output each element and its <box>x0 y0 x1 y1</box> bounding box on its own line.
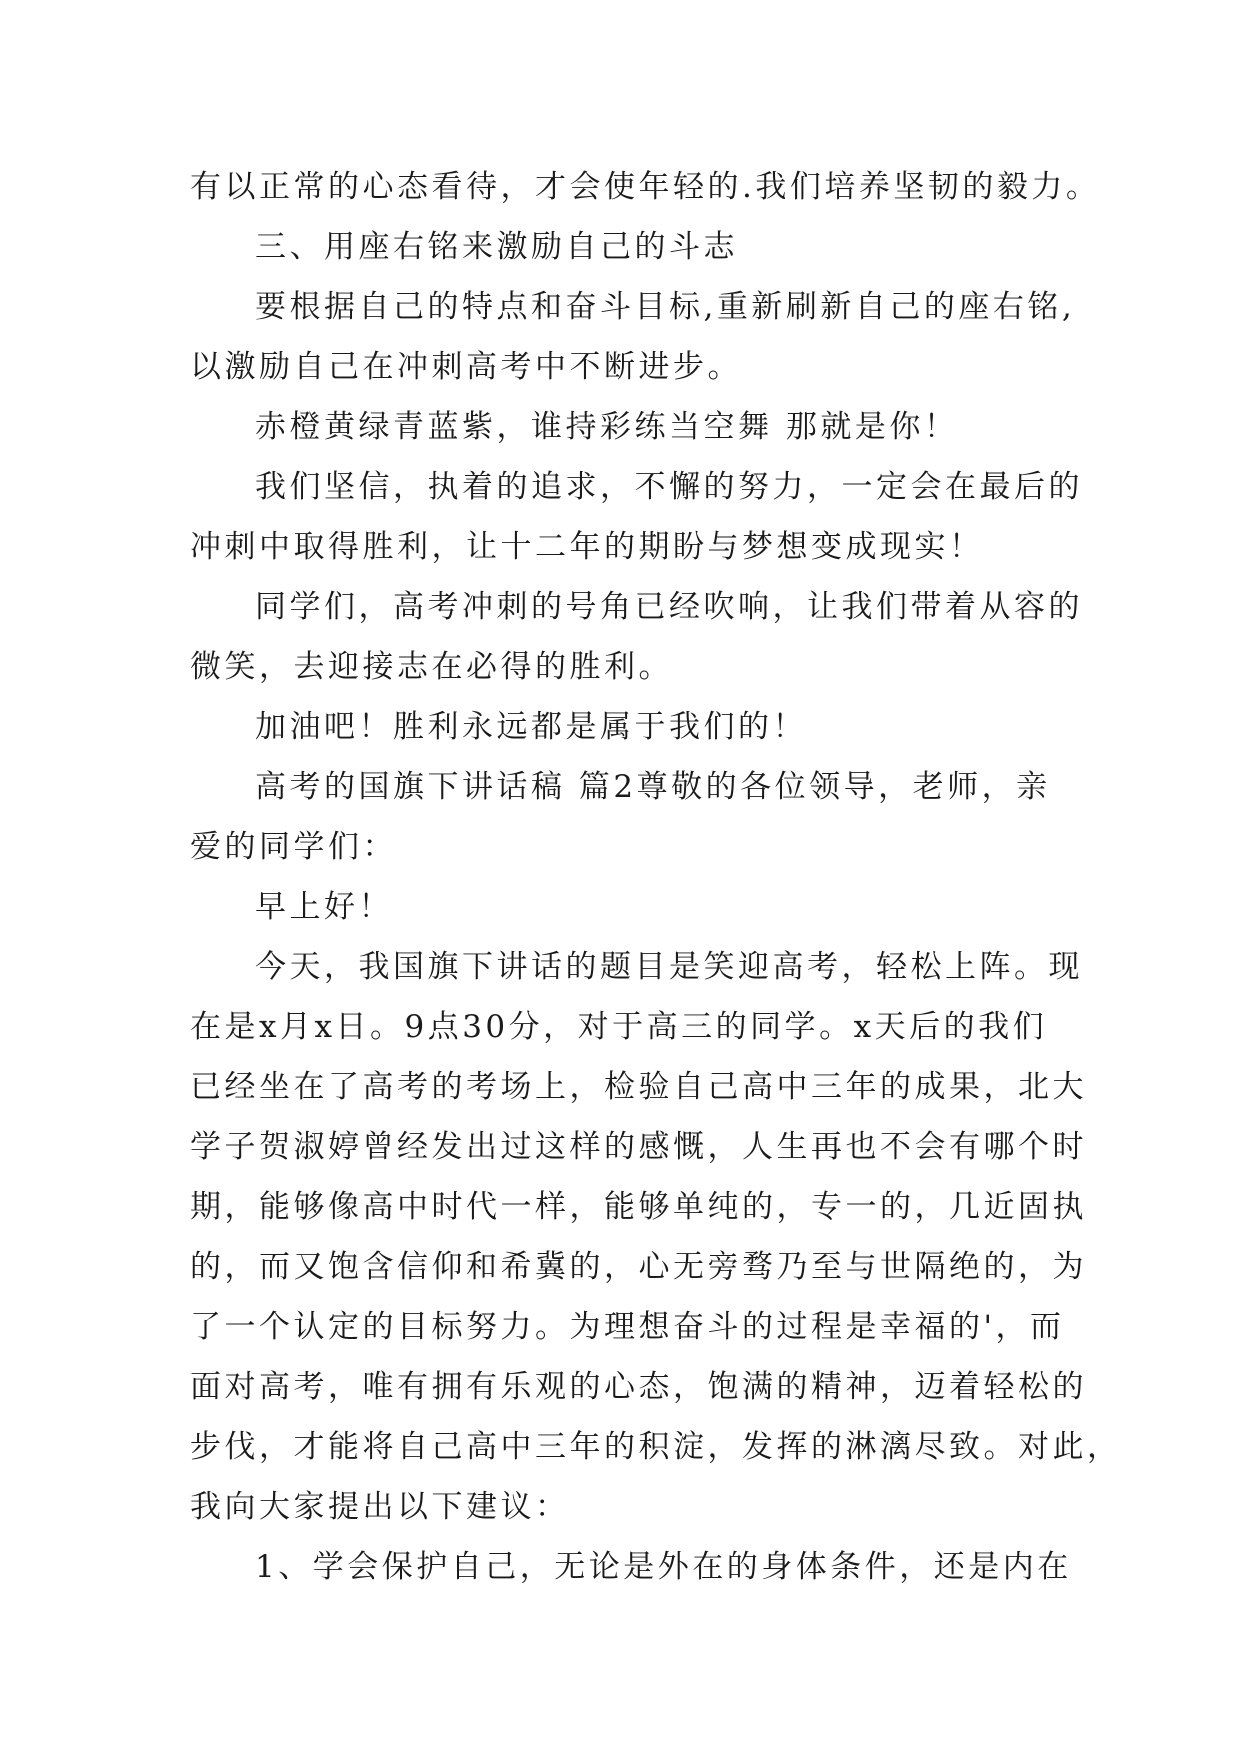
text-line: 今天，我国旗下讲话的题目是笑迎高考，轻松上阵。现 <box>255 949 1083 985</box>
text-line: 我向大家提出以下建议： <box>190 1489 570 1525</box>
section-heading: 三、用座右铭来激励自己的斗志 <box>255 229 738 265</box>
text-line: 学子贺淑婷曾经发出过这样的感慨，人生再也不会有哪个时 <box>190 1129 1087 1165</box>
text-line: 我们坚信，执着的追求，不懈的努力，一定会在最后的 <box>255 469 1083 505</box>
text-line: 有以正常的心态看待，才会使年轻的.我们培养坚韧的毅力。 <box>190 169 1101 205</box>
text-line: 面对高考，唯有拥有乐观的心态，饱满的精神，迈着轻松的 <box>190 1369 1087 1405</box>
text-line: 步伐，才能将自己高中三年的积淀，发挥的淋漓尽致。对此， <box>190 1429 1122 1465</box>
text-line: 爱的同学们： <box>190 829 397 865</box>
text-line: 的，而又饱含信仰和希冀的，心无旁骛乃至与世隔绝的，为 <box>190 1249 1087 1285</box>
text-line: 在是x月x日。9点30分，对于高三的同学。x天后的我们 <box>190 1009 1048 1045</box>
text-line: 同学们，高考冲刺的号角已经吹响，让我们带着从容的 <box>255 589 1083 625</box>
text-line: 了一个认定的目标努力。为理想奋斗的过程是幸福的'，而 <box>190 1309 1065 1345</box>
text-line: 以激励自己在冲刺高考中不断进步。 <box>190 349 742 385</box>
text-line: 1、学会保护自己，无论是外在的身体条件，还是内在 <box>255 1549 1072 1585</box>
text-line: 赤橙黄绿青蓝紫，谁持彩练当空舞 那就是你！ <box>255 409 959 445</box>
text-line: 期，能够像高中时代一样，能够单纯的，专一的，几近固执 <box>190 1189 1087 1225</box>
text-line: 要根据自己的特点和奋斗目标,重新刷新自己的座右铭, <box>255 289 1076 325</box>
text-line: 高考的国旗下讲话稿 篇2尊敬的各位领导，老师，亲 <box>255 769 1051 805</box>
text-line: 已经坐在了高考的考场上，检验自己高中三年的成果，北大 <box>190 1069 1087 1105</box>
text-line: 加油吧！胜利永远都是属于我们的！ <box>255 709 807 745</box>
text-line: 冲刺中取得胜利，让十二年的期盼与梦想变成现实！ <box>190 529 984 565</box>
text-line: 微笑，去迎接志在必得的胜利。 <box>190 649 673 685</box>
text-line: 早上好！ <box>255 889 393 925</box>
